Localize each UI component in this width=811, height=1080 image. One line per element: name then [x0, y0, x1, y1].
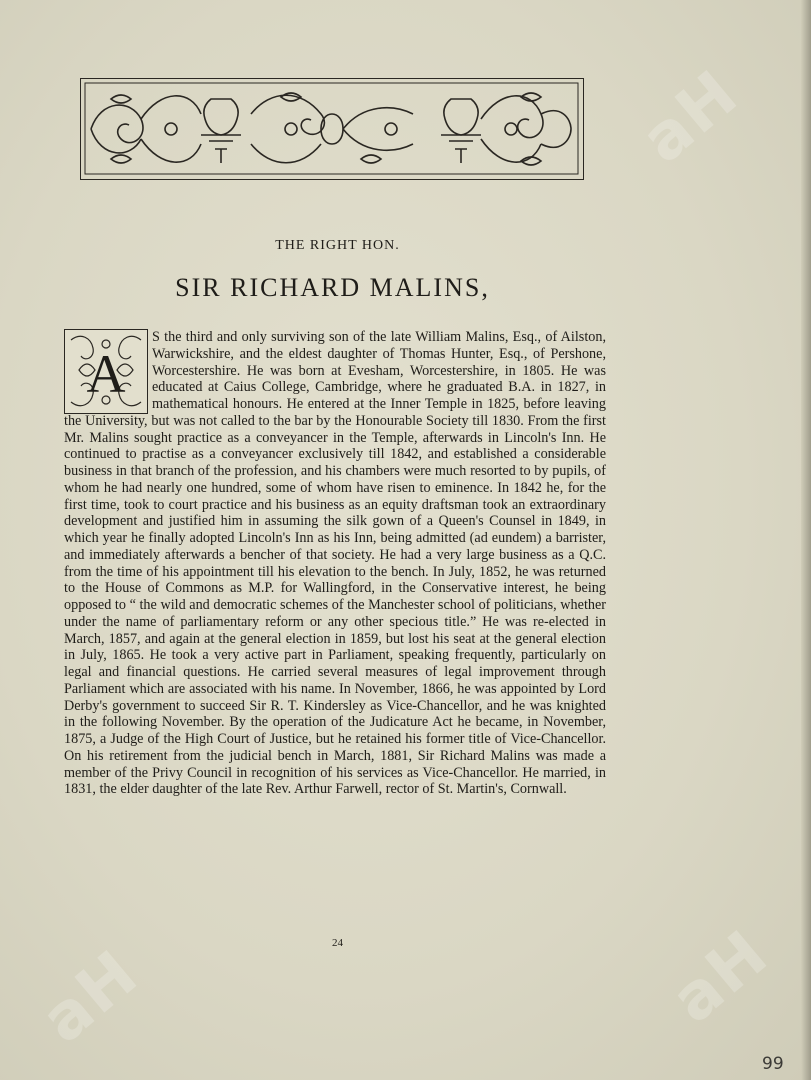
article-paragraph: S the third and only surviving son of the late William Malins, Esq., of Ailston, Warwickshire, and the eldest daughter of Thomas Hunter, Esq., of Pershone, Worcestershire. He was born at Evesham, Worcestershire, in 1805. He was educated at Caius College, Cambridge, where he graduated B.A. in 1827, in mathematical honours. He entered at the Inner Temple in 1825, before leaving the University, but was not called to the bar by the Honourable Society till 1830. From the first Mr. Malins sought practice as a conveyancer in the Temple, afterwards in Lincoln's Inn. He continued to practise as a conveyancer exclusively till 1842, and established a considerable business in that branch of the profession, and his chambers were much resorted to by pupils, of whom he had nearly one hundred, some of whom have risen to eminence. In 1842 he, for the first time, took to court practice and his business as an equity draftsman took an extraordinary development and justified him in assuming the silk gown of a Queen's Counsel in 1849, in which year he finally adopted Lincoln's Inn as his Inn, being admitted (ad eundem) a barrister, and immediately afterwards a bencher of that society. He had a very large business as a Q.C. from the time of his appointment till his elevation to the bench. In July, 1852, he was returned to the House of Commons as M.P. for Wallingford, in the Conservative interest, he being opposed to “ the wild and democratic schemes of the Manchester school of politicians, whether under the name of parliamentary reform or any other specious title.” He was re-elected in March, 1857, and again at the general election in 1859, but lost his seat at the general election in July, 1865. He took a very active part in Parliament, speaking frequently, particularly on legal and financial questions. He carried several measures of legal improvement through Parliament which are associated with his name. In November, 1866, he was appointed by Lord Derby's government to succeed Sir R. T. Kindersley as Vice-Chancellor, and he was knighted in the following November. By the operation of the Judicature Act he became, in November, 1875, a Judge of the High Court of Justice, but he retained his former title of Vice-Chancellor. On his retirement from the judicial bench in March, 1881, Sir Richard Malins was made a member of the Privy Council in recognition of his services as Vice-Chancellor. He married, in 1831, the elder daughter of the late Rev. Arthur Farwell, rector of St. Martin's, Cornwall. — [64, 329, 606, 798]
page-number: 24 — [332, 937, 343, 949]
article-body — [64, 329, 606, 798]
drop-cap-letter: A — [86, 344, 126, 404]
page-edge-shadow — [801, 0, 811, 1080]
ornament-scroll-icon — [81, 79, 582, 178]
watermark: aH — [658, 916, 783, 1038]
watermark: aH — [28, 936, 153, 1058]
pencil-annotation: 99 — [762, 1054, 784, 1074]
page-title: SIR RICHARD MALINS, — [175, 273, 490, 302]
header-ornament-band — [80, 78, 584, 180]
watermark: aH — [628, 56, 753, 178]
pre-title: THE RIGHT HON. — [275, 238, 400, 253]
